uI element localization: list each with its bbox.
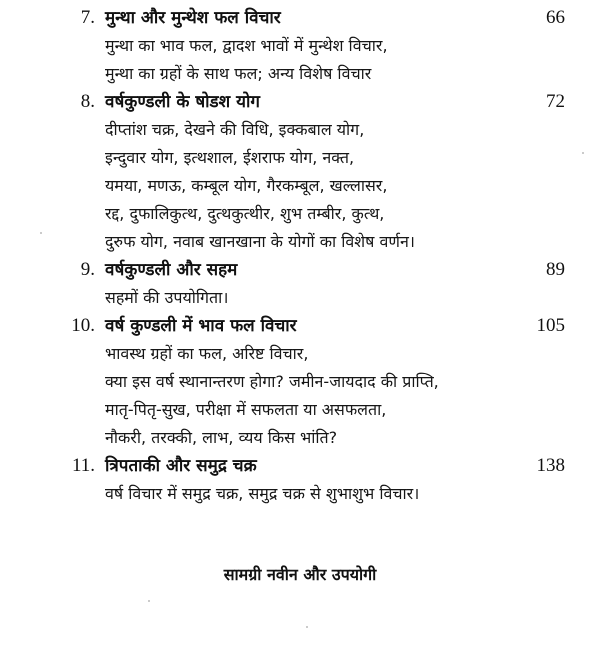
scan-speck	[306, 626, 308, 628]
chapter-topic-line: मुन्था का ग्रहों के साथ फल; अन्य विशेष विचार	[105, 64, 372, 83]
chapter-page-number: 89	[546, 259, 565, 280]
chapter-number: 7.	[80, 7, 95, 28]
footer-tagline: सामग्री नवीन और उपयोगी	[223, 565, 377, 584]
chapter-topic-line: वर्ष विचार में समुद्र चक्र, समुद्र चक्र से शुभाशुभ विचार।	[105, 484, 420, 503]
toc-chapter-8	[0, 88, 600, 256]
chapter-page-number: 72	[546, 91, 565, 112]
chapter-topic-line: दीप्तांश चक्र, देखने की विधि, इक्कबाल योग,	[105, 120, 365, 139]
chapter-topic-line: सहमों की उपयोगिता।	[105, 288, 229, 307]
chapter-topic-line: मातृ-पितृ-सुख, परीक्षा में सफलता या असफलता,	[105, 400, 387, 419]
chapter-heading-row	[0, 88, 600, 116]
chapter-number: 9.	[80, 259, 95, 280]
scan-speck	[582, 152, 584, 154]
chapter-title: वर्ष कुण्डली में भाव फल विचार	[105, 316, 297, 336]
chapter-title: वर्षकुण्डली और सहम	[105, 260, 238, 280]
chapter-topic-line: यमया, मणऊ, कम्बूल योग, गैरकम्बूल, खल्लासर,	[105, 176, 388, 195]
toc-chapter-11	[0, 452, 600, 508]
chapter-topic-line: भावस्थ ग्रहों का फल, अरिष्ट विचार,	[105, 344, 309, 363]
chapter-page-number: 66	[546, 7, 565, 28]
toc-chapter-9	[0, 256, 600, 312]
scan-speck	[148, 600, 150, 602]
chapter-topic-line: नौकरी, तरक्की, लाभ, व्यय किस भांति?	[105, 428, 338, 447]
chapter-page-number: 138	[536, 455, 565, 476]
chapter-number: 11.	[71, 455, 95, 476]
toc-chapter-7	[0, 4, 600, 88]
chapter-number: 10.	[71, 315, 95, 336]
chapter-heading-row	[0, 452, 600, 480]
chapter-number: 8.	[80, 91, 95, 112]
toc-chapter-10	[0, 312, 600, 452]
table-of-contents	[0, 4, 600, 508]
chapter-topic-line: दुरुफ योग, नवाब खानखाना के योगों का विशेष वर्णन।	[105, 232, 415, 251]
chapter-topic-line: रद्द, दुफालिकुत्थ, दुत्थकुत्थीर, शुभ तम्बीर, कुत्थ,	[105, 204, 385, 223]
chapter-topic-line: मुन्था का भाव फल, द्वादश भावों में मुन्थेश विचार,	[105, 36, 388, 55]
chapter-heading-row	[0, 312, 600, 340]
chapter-title: वर्षकुण्डली के षोडश योग	[105, 92, 260, 112]
scan-speck	[40, 232, 42, 234]
chapter-title: त्रिपताकी और समुद्र चक्र	[105, 456, 257, 476]
chapter-heading-row	[0, 256, 600, 284]
chapter-topic-line: इन्दुवार योग, इत्थशाल, ईशराफ योग, नक्त,	[105, 148, 355, 167]
chapter-heading-row	[0, 4, 600, 32]
chapter-page-number: 105	[536, 315, 565, 336]
chapter-topic-line: क्या इस वर्ष स्थानान्तरण होगा? जमीन-जायदाद की प्राप्ति,	[105, 372, 439, 391]
chapter-title: मुन्था और मुन्थेश फल विचार	[105, 8, 281, 28]
